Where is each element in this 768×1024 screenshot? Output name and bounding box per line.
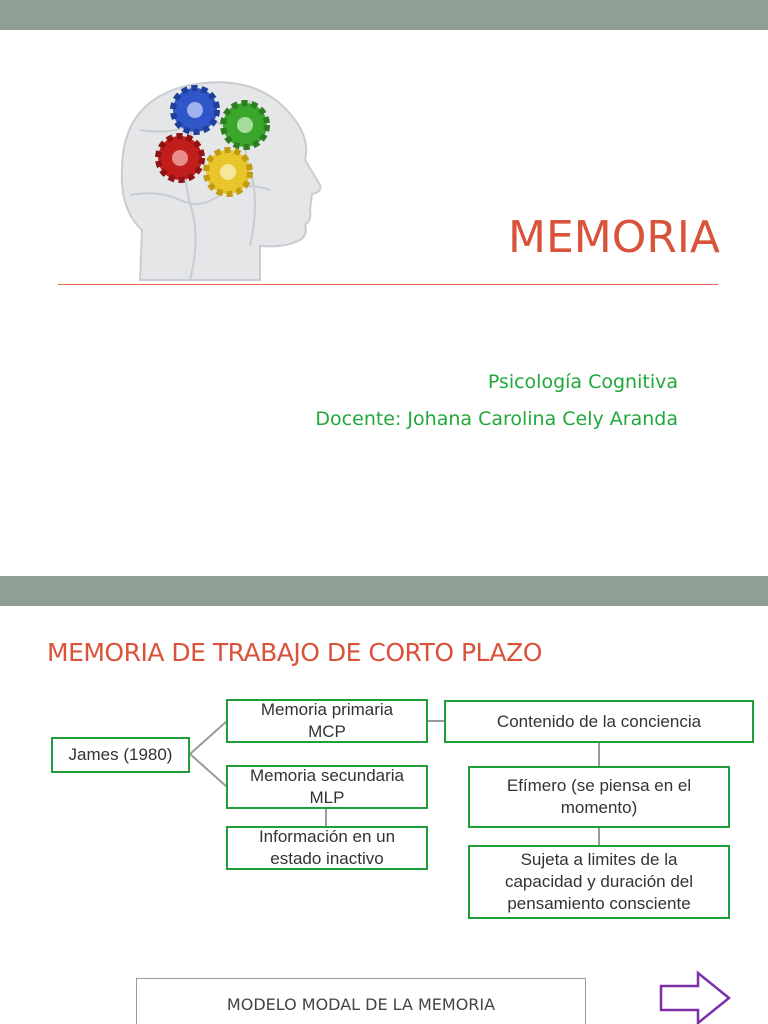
green-gear-icon xyxy=(223,103,267,147)
slide-title: MEMORIA xyxy=(507,212,720,263)
right-arrow-icon[interactable] xyxy=(658,970,732,1024)
consciousness-node: Contenido de la conciencia xyxy=(444,700,754,743)
modal-model-button[interactable]: MODELO MODAL DE LA MEMORIA xyxy=(136,978,586,1024)
red-gear-icon xyxy=(158,136,202,180)
slide-top-bar xyxy=(0,576,768,606)
section-title: MEMORIA DE TRABAJO DE CORTO PLAZO xyxy=(47,638,542,667)
secondary-memory-node: Memoria secundaria MLP xyxy=(226,765,428,809)
course-name: Psicología Cognitiva xyxy=(487,371,678,393)
inactive-info-node: Información en un estado inactivo xyxy=(226,826,428,870)
yellow-gear-icon xyxy=(206,150,250,194)
ephemeral-node: Efímero (se piensa en el momento) xyxy=(468,766,730,828)
teacher-name: Docente: Johana Carolina Cely Aranda xyxy=(315,408,678,430)
james-node: James (1980) xyxy=(51,737,190,773)
capacity-limits-node: Sujeta a limites de la capacidad y duración del pensamiento consciente xyxy=(468,845,730,919)
head-gears-puzzle-icon xyxy=(100,60,330,290)
primary-memory-node: Memoria primaria MCP xyxy=(226,699,428,743)
title-divider xyxy=(58,284,718,285)
slide-top-bar xyxy=(0,0,768,30)
blue-gear-icon xyxy=(173,88,217,132)
